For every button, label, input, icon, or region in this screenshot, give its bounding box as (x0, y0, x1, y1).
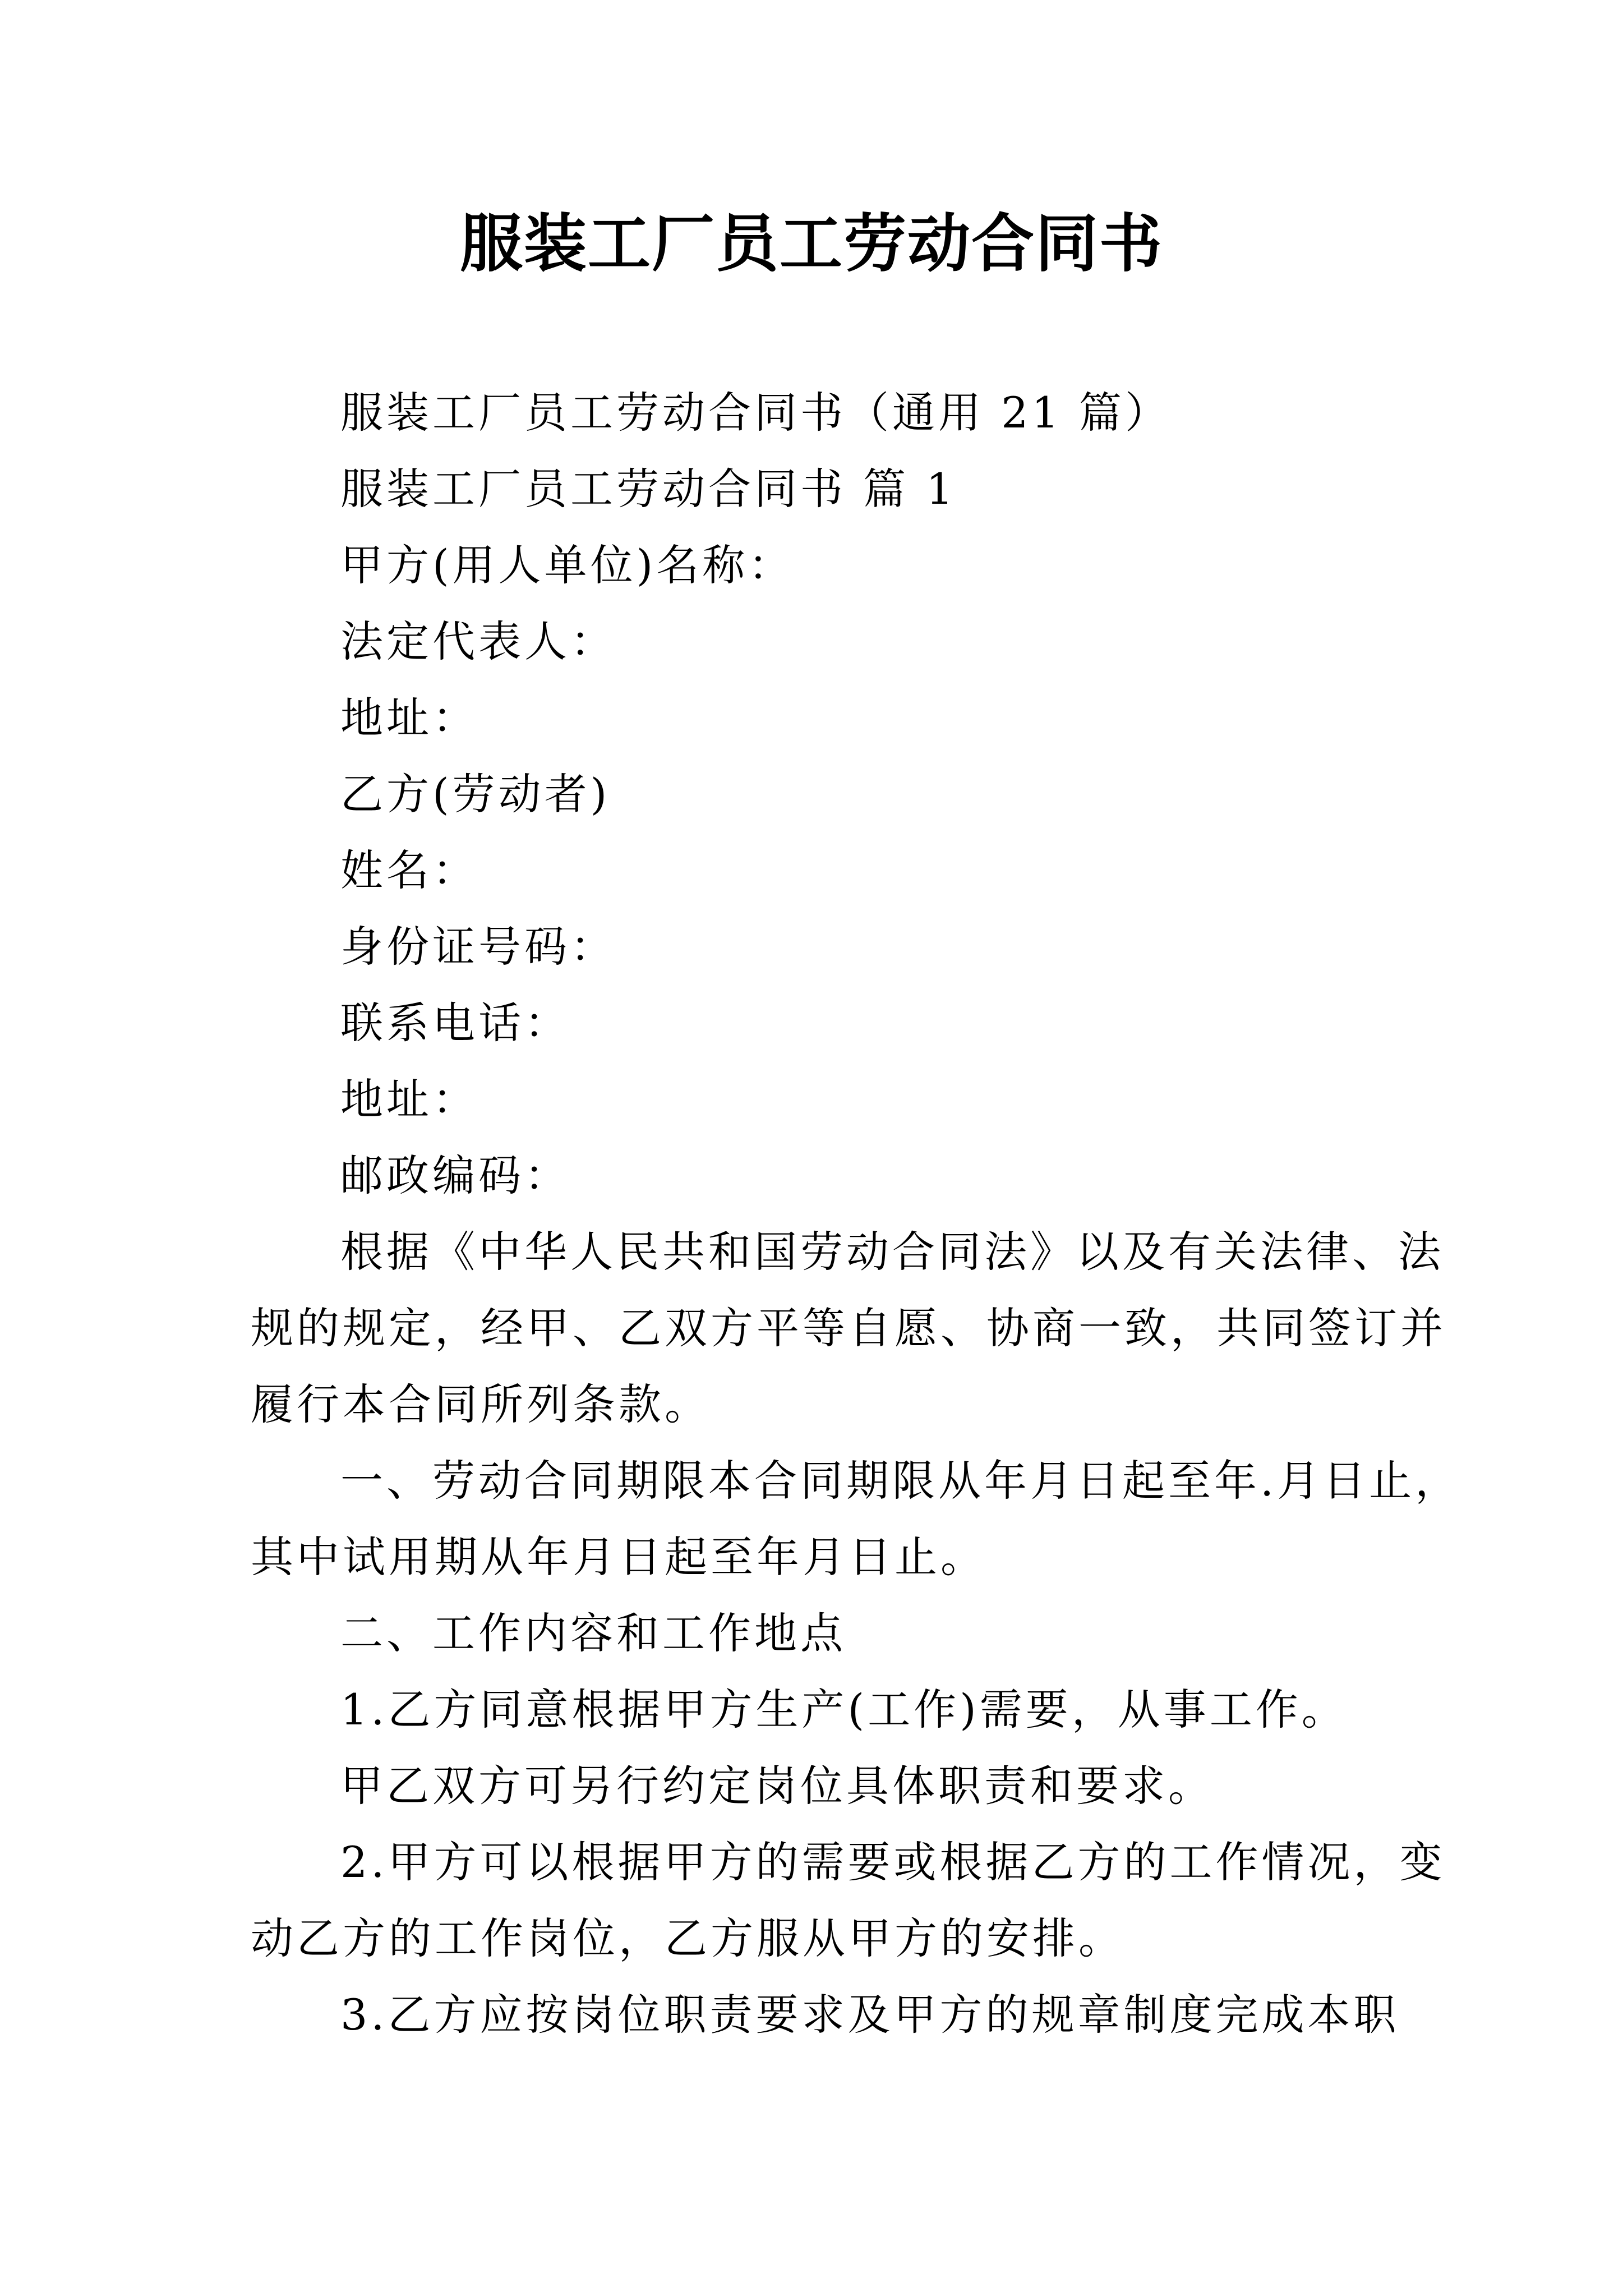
body-line: 规的规定，经甲、乙双方平等自愿、协商一致，共同签订并 (251, 1303, 1446, 1353)
body-line: 一、劳动合同期限本合同期限从年月日起至年.月日止， (340, 1456, 1461, 1506)
body-line: 二、工作内容和工作地点 (340, 1608, 846, 1658)
body-line: 3.乙方应按岗位职责要求及甲方的规章制度完成本职 (340, 1990, 1400, 2040)
body-line: 甲乙双方可另行约定岗位具体职责和要求。 (340, 1761, 1214, 1811)
body-line: 服装工厂员工劳动合同书 篇 1 (340, 464, 957, 514)
body-line: 身份证号码： (340, 922, 616, 972)
body-line: 地址： (340, 693, 478, 743)
body-line: 乙方(劳动者) (340, 769, 611, 819)
body-line: 服装工厂员工劳动合同书（通用 21 篇） (340, 388, 1172, 438)
document-title: 服装工厂员工劳动合同书 (460, 207, 1163, 280)
body-line: 1.乙方同意根据甲方生产(工作)需要，从事工作。 (340, 1685, 1348, 1734)
body-line: 动乙方的工作岗位，乙方服从甲方的安排。 (251, 1913, 1124, 1963)
body-line: 2.甲方可以根据甲方的需要或根据乙方的工作情况，变 (340, 1837, 1446, 1887)
body-line: 邮政编码： (340, 1151, 570, 1200)
document-body (251, 375, 1461, 2053)
body-line: 地址： (340, 1074, 478, 1124)
body-line: 履行本合同所列条款。 (251, 1379, 711, 1429)
body-line: 姓名： (340, 845, 478, 895)
body-line: 根据《中华人民共和国劳动合同法》以及有关法律、法 (340, 1227, 1444, 1277)
body-line: 甲方(用人单位)名称： (340, 540, 795, 590)
body-line: 法定代表人： (340, 616, 616, 666)
body-line: 其中试用期从年月日起至年月日止。 (251, 1532, 986, 1582)
body-line: 联系电话： (340, 998, 570, 1048)
